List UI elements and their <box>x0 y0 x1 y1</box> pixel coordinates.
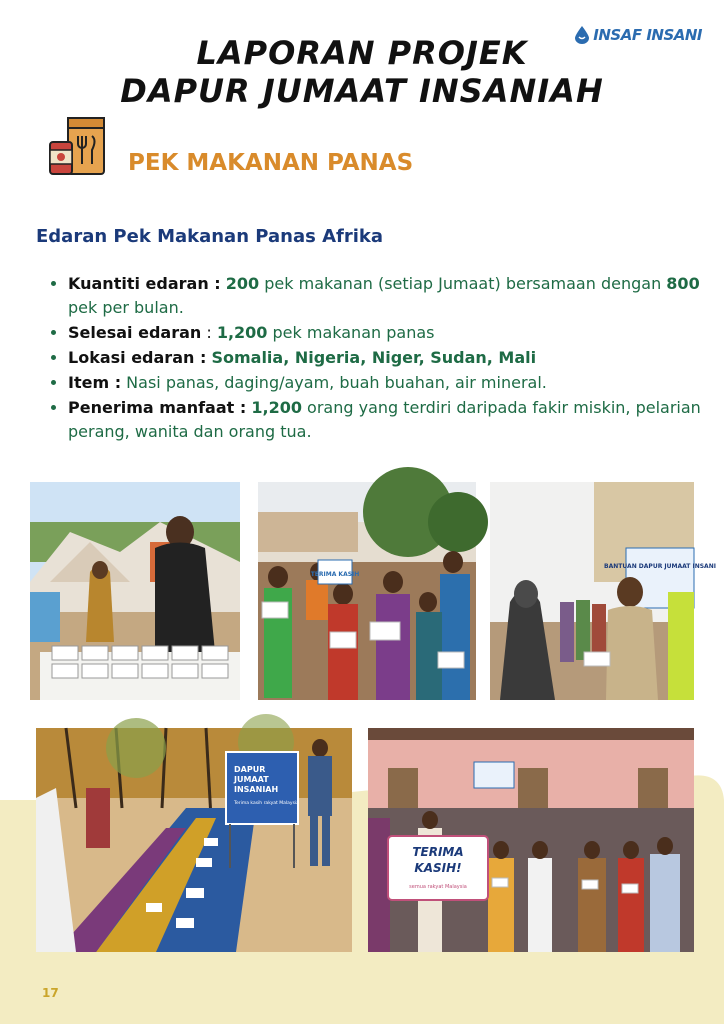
page-title-line1: LAPORAN PROJEK <box>196 34 528 72</box>
bullet-text: Nasi panas, daging/ayam, buah buahan, air mineral. <box>121 373 547 392</box>
bullet-text: orang yang terdiri daripada fakir miskin, pelarian perang, wanita dan orang tua. <box>68 398 701 441</box>
bullet-label: Lokasi edaran : <box>68 348 207 367</box>
bullet-label: Item : <box>68 373 122 392</box>
photo-sign-text: TERIMA KASIH <box>310 571 360 578</box>
food-pack-icon <box>48 114 110 182</box>
bullet-text: pek makanan (setiap Jumaat) bersamaan dengan <box>259 274 667 293</box>
bullet-label: Penerima manfaat : <box>68 398 247 417</box>
photo-distribution-camp <box>30 482 240 700</box>
sign-line: DAPUR <box>234 765 266 774</box>
bullet-text: pek per bulan. <box>68 298 184 317</box>
photo-outdoor-mats <box>36 728 352 952</box>
list-item <box>68 396 708 444</box>
list-item <box>68 346 708 370</box>
list-item <box>68 321 708 345</box>
details-list <box>48 272 708 445</box>
sign-line: semua rakyat Malaysia <box>409 884 467 890</box>
list-item <box>68 371 708 395</box>
photo-handover <box>490 482 716 700</box>
sign-line: JUMAAT <box>234 775 269 784</box>
sign-line: INSANIAH <box>234 785 279 794</box>
page-number: 17 <box>42 986 59 1000</box>
photo-children-food-packs <box>258 482 476 700</box>
section-title: PEK MAKANAN PANAS <box>128 150 414 176</box>
bullet-label: Selesai edaran <box>68 323 202 342</box>
page-title-line2: DAPUR JUMAAT INSANIAH <box>120 72 604 110</box>
list-item <box>68 272 708 320</box>
sign-line: KASIH! <box>414 861 462 875</box>
bullet-text: pek makanan panas <box>267 323 435 342</box>
bullet-separator: : <box>201 323 217 342</box>
subheading: Edaran Pek Makanan Panas Afrika <box>36 226 384 247</box>
brand-logo-text: INSAF INSANI <box>593 26 702 44</box>
bullet-value: 200 <box>225 274 260 293</box>
bullet-value: 1,200 <box>216 323 268 342</box>
sign-line: TERIMA <box>412 845 464 859</box>
bullet-value: Somalia, Nigeria, Niger, Sudan, Mali <box>211 348 537 367</box>
photo-children-thank-you <box>368 728 694 952</box>
photo-banner-text: BANTUAN DAPUR JUMAAT INSANI <box>604 563 716 570</box>
sign-line: Terima kasih rakyat Malaysia <box>234 801 299 806</box>
bullet-label: Kuantiti edaran : <box>68 274 221 293</box>
bullet-value: 800 <box>666 274 700 293</box>
bullet-value: 1,200 <box>251 398 302 417</box>
